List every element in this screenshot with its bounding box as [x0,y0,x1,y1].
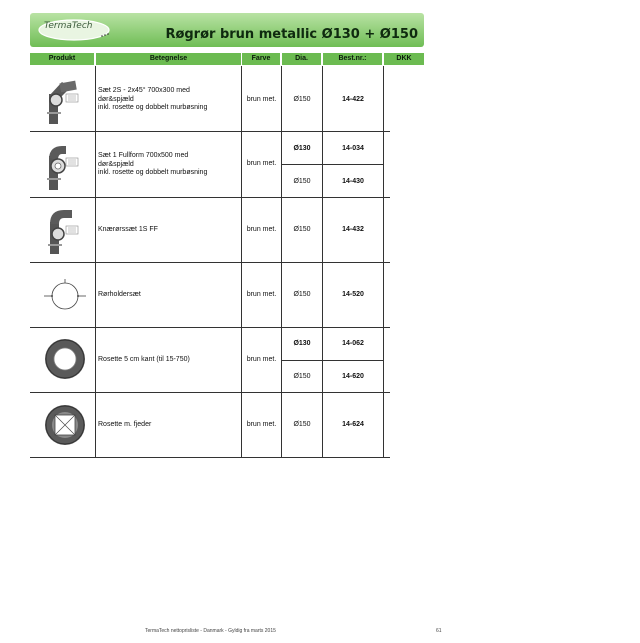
brand-name: TermaTech [44,21,93,31]
color-value: brun met. [246,96,277,103]
row-divider [30,197,390,198]
product-description [98,291,238,300]
description-line: dør&spjæld [98,95,134,103]
page-header-banner [30,13,424,47]
order-number: 14-422 [342,96,364,103]
column-header-betegnelse: Betegnelse [96,53,241,65]
column-header-dkk: DKK [384,53,424,65]
row-divider [30,457,390,458]
order-number: 14-620 [342,373,364,380]
diameter-value: Ø150 [293,178,311,185]
subrow-divider [282,360,383,361]
row-divider [30,262,390,263]
diameter-value: Ø150 [293,421,311,428]
diameter-value: Ø130 [293,145,311,152]
description-line: Sæt 1 Fullform 700x500 med [98,152,189,159]
diameter-value: Ø150 [293,291,311,298]
footer-text: TermaTech nettoprisliste - Danmark - Gyldig fra marts 2015 [145,628,276,634]
description-line: Rørholdersæt [98,291,141,298]
order-number: 14-432 [342,226,364,233]
description-line: inkl. rosette og dobbelt murbøsning [98,104,208,111]
subrow-divider [282,164,383,165]
order-number: 14-034 [342,145,364,152]
page-title: Røgrør brun metallic Ø130 + Ø150 [165,27,418,42]
description-line: Knærørssæt 1S FF [98,226,158,233]
rosette-image [43,337,87,381]
page-number: 61 [436,628,442,634]
column-header-dia: Dia. [282,53,321,65]
rosette-spring-image [43,403,87,447]
diameter-value: Ø150 [293,96,311,103]
column-header-produkt: Produkt [30,53,94,65]
knee-pipe-set-image [44,206,90,256]
column-header-farve: Farve [242,53,280,65]
color-value: brun met. [246,226,277,233]
description-line: inkl. rosette og dobbelt murbøsning [98,169,208,176]
color-value: brun met. [246,421,277,428]
description-line: Rosette 5 cm kant (til 15-750) [98,356,190,363]
elbow-pipe-set-1-image [44,142,90,192]
product-description [98,421,238,430]
elbow-pipe-set-2s-image [44,76,90,126]
order-number: 14-624 [342,421,364,428]
row-divider [30,327,390,328]
description-line: dør&spjæld [98,160,134,168]
order-number: 14-430 [342,178,364,185]
color-value: brun met. [246,160,277,167]
column-header-best-nr: Best.nr.: [323,53,382,65]
diameter-value: Ø130 [293,340,311,347]
order-number: 14-520 [342,291,364,298]
product-description [98,356,238,365]
product-description [98,87,238,113]
description-line: Rosette m. fjeder [98,421,152,428]
row-divider [30,392,390,393]
pipe-holder-image [42,278,88,314]
color-value: brun met. [246,356,277,363]
diameter-value: Ø150 [293,226,311,233]
product-description [98,226,238,235]
diameter-value: Ø150 [293,373,311,380]
row-divider [30,131,390,132]
color-value: brun met. [246,291,277,298]
product-description [98,152,238,178]
description-line: Sæt 2S - 2x45° 700x300 med [98,87,190,94]
order-number: 14-062 [342,340,364,347]
